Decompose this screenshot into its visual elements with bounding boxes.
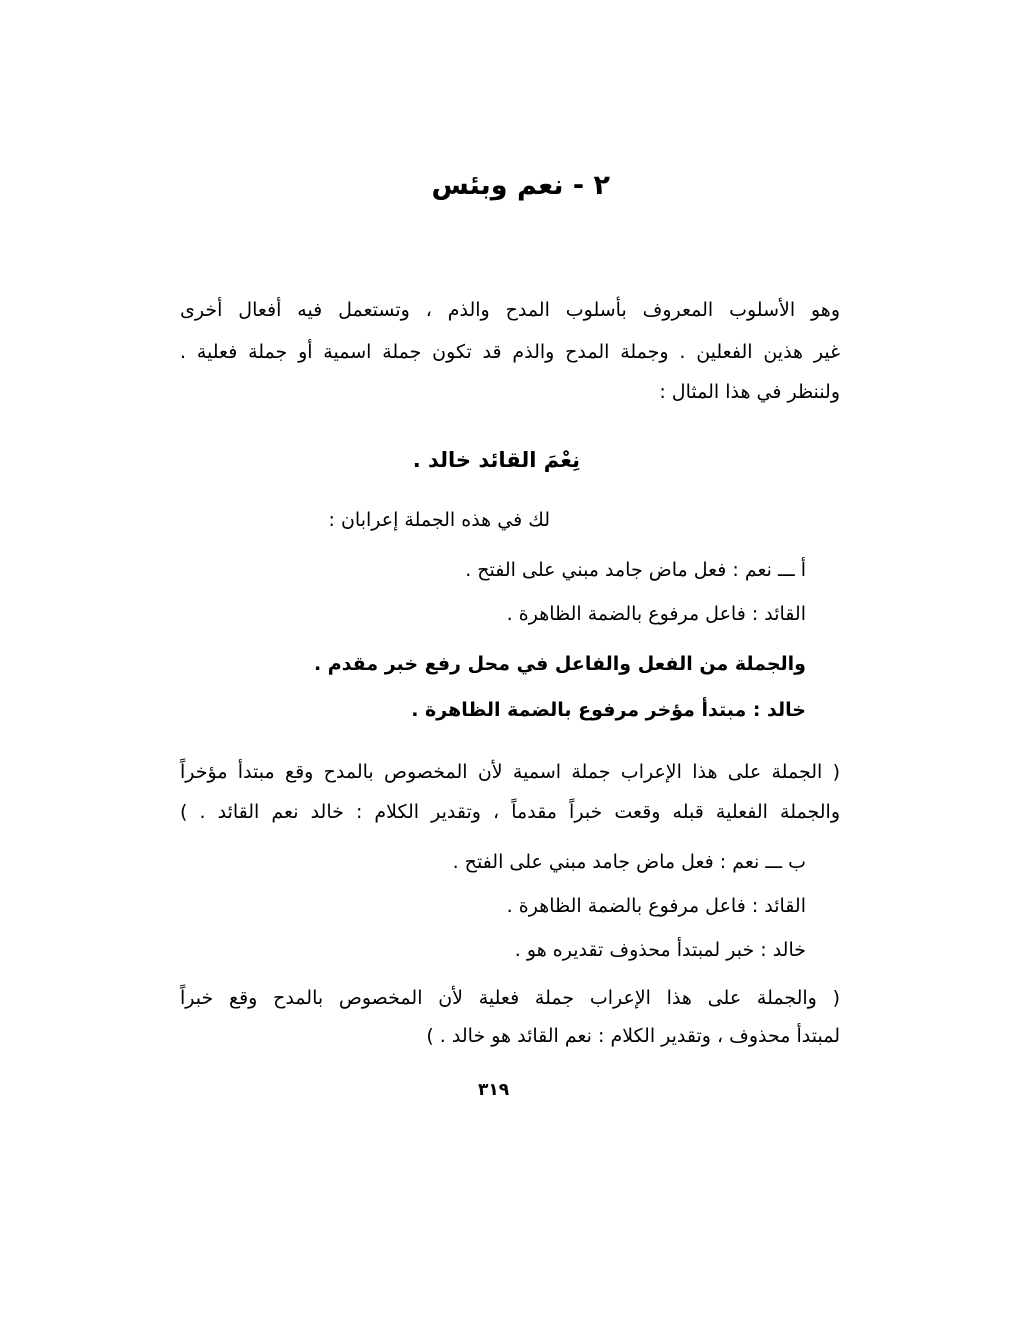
section-title: ٢ - نعم وبئس bbox=[431, 170, 610, 201]
parsing-b-note-1: ( والجملة على هذا الإعراب جملة فعلية لأن المخصوص بالمدح وقع خبراً bbox=[180, 987, 840, 1009]
parsing-a-line-1: أ ـــ نعم : فعل ماض جامد مبني على الفتح . bbox=[465, 559, 806, 581]
intro-line-2: غير هذين الفعلين . وجملة المدح والذم قد تكون جملة اسمية أو جملة فعلية . bbox=[180, 341, 840, 363]
parsing-b-line-3: خالد : خبر لمبتدأ محذوف تقديره هو . bbox=[514, 939, 806, 961]
parsing-b-line-2: القائد : فاعل مرفوع بالضمة الظاهرة . bbox=[506, 895, 806, 917]
parsing-a-line-2: القائد : فاعل مرفوع بالضمة الظاهرة . bbox=[506, 603, 806, 625]
parsing-a-bold-line-1: والجملة من الفعل والفاعل في محل رفع خبر مقدم . bbox=[313, 653, 806, 675]
parsing-b-line-1: ب ـــ نعم : فعل ماض جامد مبني على الفتح . bbox=[452, 851, 806, 873]
parsing-a-bold-line-2: خالد : مبتدأ مؤخر مرفوع بالضمة الظاهرة . bbox=[411, 699, 806, 721]
parsing-a-note-1: ( الجملة على هذا الإعراب جملة اسمية لأن المخصوص بالمدح وقع مبتدأ مؤخراً bbox=[180, 761, 840, 783]
example-sentence: نِعْمَ القائد خالد . bbox=[412, 448, 580, 472]
intro-line-3: ولننظر في هذا المثال : bbox=[659, 381, 840, 403]
intro-line-1: وهو الأسلوب المعروف بأسلوب المدح والذم ، وتستعمل فيه أفعال أخرى bbox=[180, 299, 840, 321]
parsing-b-note-2: لمبتدأ محذوف ، وتقدير الكلام : نعم القائد هو خالد . ) bbox=[426, 1025, 840, 1047]
parsing-a-note-2: والجملة الفعلية قبله وقعت خبراً مقدماً ، وتقدير الكلام : خالد نعم القائد . ) bbox=[180, 801, 840, 823]
page-number: ٣١٩ bbox=[478, 1080, 510, 1100]
two-parsings-intro: لك في هذه الجملة إعرابان : bbox=[328, 509, 550, 531]
